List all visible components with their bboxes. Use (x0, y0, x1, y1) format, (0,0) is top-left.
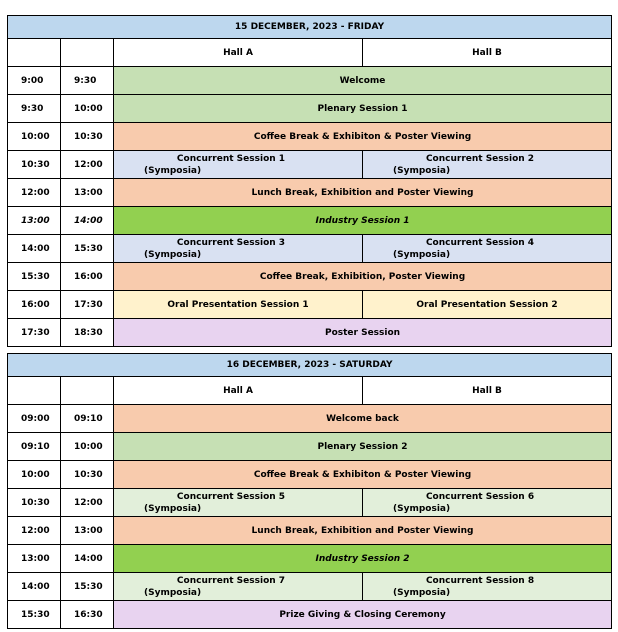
table-row (8, 123, 612, 151)
session-type: (Symposia) (144, 165, 202, 176)
hall-a-session-cell (114, 151, 363, 179)
table-row (8, 179, 612, 207)
start-time: 10:00 (8, 461, 61, 489)
day2-hall-header-row (8, 377, 612, 405)
day1-title: 15 DECEMBER, 2023 - FRIDAY (8, 16, 612, 39)
session-cell: Coffee Break & Exhibiton & Poster Viewing (114, 461, 612, 489)
session-cell: Prize Giving & Closing Ceremony (114, 601, 612, 629)
end-time: 13:00 (61, 517, 114, 545)
session-cell: Poster Session (114, 319, 612, 347)
hall-b-header: Hall B (363, 377, 612, 405)
session-cell: Lunch Break, Exhibition and Poster Viewing (114, 179, 612, 207)
start-time: 10:30 (8, 151, 61, 179)
session-cell: Industry Session 1 (114, 207, 612, 235)
start-time: 9:00 (8, 67, 61, 95)
end-time: 16:00 (61, 263, 114, 291)
end-time: 9:30 (61, 67, 114, 95)
start-time: 12:00 (8, 179, 61, 207)
session-type: (Symposia) (393, 249, 451, 260)
start-time: 13:00 (8, 207, 61, 235)
table-row (8, 573, 612, 601)
table-row (8, 67, 612, 95)
session-title: Concurrent Session 2 (425, 153, 535, 164)
end-time: 10:30 (61, 461, 114, 489)
session-cell: Coffee Break & Exhibiton & Poster Viewing (114, 123, 612, 151)
table-row (8, 319, 612, 347)
table-row (8, 461, 612, 489)
end-time: 14:00 (61, 207, 114, 235)
session-cell: Lunch Break, Exhibition and Poster Viewing (114, 517, 612, 545)
start-time: 10:30 (8, 489, 61, 517)
end-time: 16:30 (61, 601, 114, 629)
end-time: 10:00 (61, 433, 114, 461)
day1-hall-header-row (8, 39, 612, 67)
hall-b-session-cell (363, 151, 612, 179)
session-title: Concurrent Session 3 (176, 237, 286, 248)
table-row (8, 151, 612, 179)
table-row (8, 489, 612, 517)
hall-a-header: Hall A (114, 377, 363, 405)
hall-a-session-cell (114, 235, 363, 263)
session-title: Concurrent Session 6 (425, 491, 535, 502)
end-time: 10:00 (61, 95, 114, 123)
table-row (8, 545, 612, 573)
start-time: 13:00 (8, 545, 61, 573)
empty-cell (61, 39, 114, 67)
start-time: 16:00 (8, 291, 61, 319)
start-time: 14:00 (8, 573, 61, 601)
table-row (8, 291, 612, 319)
start-time: 09:00 (8, 405, 61, 433)
hall-a-session-cell (114, 573, 363, 601)
hall-b-session-cell: Oral Presentation Session 2 (363, 291, 612, 319)
session-type: (Symposia) (393, 165, 451, 176)
session-type: (Symposia) (144, 587, 202, 598)
session-title: Concurrent Session 8 (425, 575, 535, 586)
session-cell: Plenary Session 1 (114, 95, 612, 123)
session-type: (Symposia) (393, 587, 451, 598)
hall-a-session-cell: Oral Presentation Session 1 (114, 291, 363, 319)
hall-a-session-cell (114, 489, 363, 517)
end-time: 14:00 (61, 545, 114, 573)
session-cell: Welcome (114, 67, 612, 95)
table-row (8, 235, 612, 263)
hall-a-header: Hall A (114, 39, 363, 67)
table-row (8, 433, 612, 461)
hall-b-header: Hall B (363, 39, 612, 67)
table-row (8, 207, 612, 235)
day1-schedule-table (7, 15, 612, 347)
start-time: 09:10 (8, 433, 61, 461)
start-time: 9:30 (8, 95, 61, 123)
day2-title-row (8, 354, 612, 377)
session-title: Concurrent Session 7 (176, 575, 286, 586)
session-type: (Symposia) (144, 503, 202, 514)
day2-title: 16 DECEMBER, 2023 - SATURDAY (8, 354, 612, 377)
session-title: Concurrent Session 1 (176, 153, 286, 164)
empty-cell (8, 377, 61, 405)
session-type: (Symposia) (144, 249, 202, 260)
session-cell: Coffee Break, Exhibition, Poster Viewing (114, 263, 612, 291)
start-time: 15:30 (8, 263, 61, 291)
table-row (8, 95, 612, 123)
day2-schedule-table (7, 353, 612, 629)
hall-b-session-cell (363, 573, 612, 601)
end-time: 12:00 (61, 151, 114, 179)
end-time: 10:30 (61, 123, 114, 151)
end-time: 17:30 (61, 291, 114, 319)
day1-title-row (8, 16, 612, 39)
end-time: 15:30 (61, 235, 114, 263)
end-time: 15:30 (61, 573, 114, 601)
table-row (8, 517, 612, 545)
session-title: Concurrent Session 5 (176, 491, 286, 502)
session-title: Concurrent Session 4 (425, 237, 535, 248)
start-time: 10:00 (8, 123, 61, 151)
hall-b-session-cell (363, 235, 612, 263)
end-time: 18:30 (61, 319, 114, 347)
end-time: 09:10 (61, 405, 114, 433)
session-cell: Industry Session 2 (114, 545, 612, 573)
start-time: 12:00 (8, 517, 61, 545)
table-row (8, 601, 612, 629)
start-time: 15:30 (8, 601, 61, 629)
table-row (8, 263, 612, 291)
end-time: 12:00 (61, 489, 114, 517)
end-time: 13:00 (61, 179, 114, 207)
table-row (8, 405, 612, 433)
start-time: 17:30 (8, 319, 61, 347)
empty-cell (61, 377, 114, 405)
session-type: (Symposia) (393, 503, 451, 514)
empty-cell (8, 39, 61, 67)
start-time: 14:00 (8, 235, 61, 263)
hall-b-session-cell (363, 489, 612, 517)
session-cell: Welcome back (114, 405, 612, 433)
session-cell: Plenary Session 2 (114, 433, 612, 461)
